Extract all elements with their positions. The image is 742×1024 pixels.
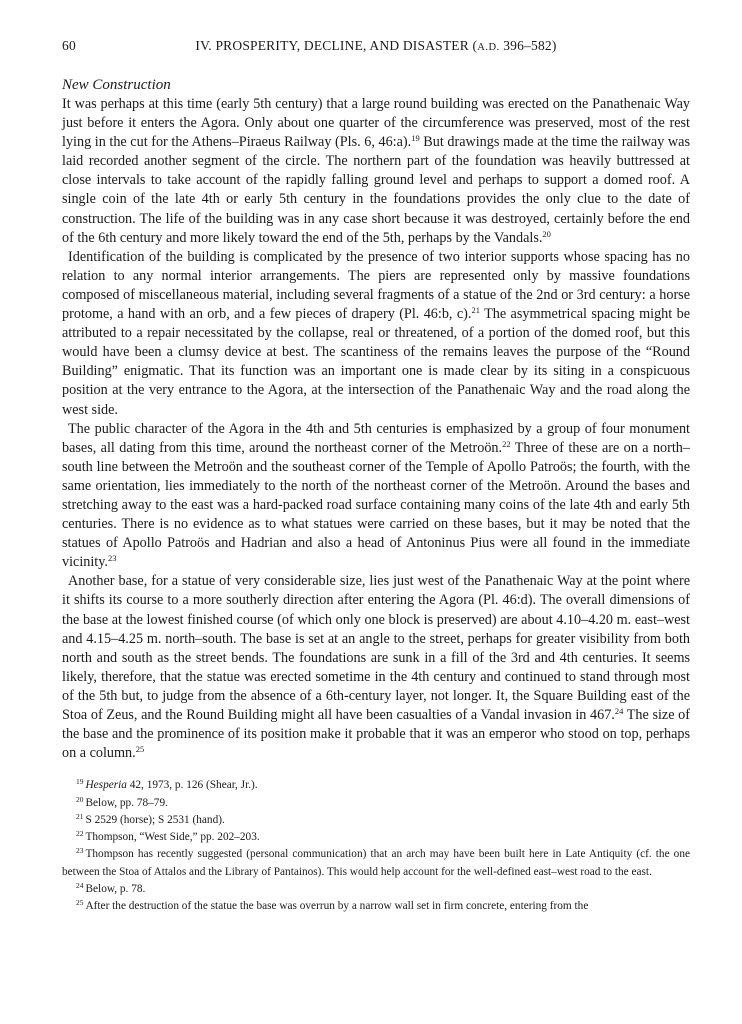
footnote-25: $^{25}$ After the destruction of the statue the base was overrun by a narrow wall set in firm concrete, entering from the: [76, 898, 589, 913]
footnote-ref[interactable]: 25: [135, 744, 145, 755]
running-header: [62, 38, 690, 58]
footnote-22: $^{22}$ Thompson, “West Side,” pp. 202–203.: [76, 829, 260, 844]
running-head-years: 396–582): [499, 38, 557, 53]
footnote-ref[interactable]: 22: [502, 438, 511, 449]
footnotes: [62, 777, 690, 915]
footnote-19: $^{19}$ Hesperia 42, 1973, p. 126 (Shear, Jr.).: [76, 777, 258, 792]
footnote-ref[interactable]: 20: [542, 228, 551, 239]
paragraph: Identification of the building is complicated by the presence of two interior supports whose spacing has no relation to any normal interior arrangements. The piers are represented only by massive foundations composed of miscellaneous material, including several fragments of a statue of the 2nd or 3rd century: a horse protome, a hand with an orb, and a few pieces of drapery (Pl. 46:b, c).$^{21}$ The asymmetrical spacing might be attributed to a repair necessitated by the collapse, real or threatened, of a portion of the domed roof, but this would have been a clumsy device at best. The scantiness of the remains leaves the purpose of the “Round Building” enigmatic. That its function was an important one is made clear by its siting in a conspicuous position at the very entrance to the Agora, at the intersection of the Panathenaic Way and the road along the west side.: [62, 248, 691, 418]
footnote-21: $^{21}$ S 2529 (horse); S 2531 (hand).: [76, 811, 225, 826]
running-head: [102, 38, 690, 54]
footnote-ref[interactable]: 24: [614, 706, 624, 716]
paragraph: It was perhaps at this time (early 5th century) that a large round building was erected on the Panathenaic Way just before it enters the Agora. Only about one quarter of the circumference was preserved, most of the rest lying in the cut for the Athens–Piraeus Railway (Pls. 6, 46:a).$^{19}$ But drawings made at the time the railway was laid recorded another segment of the circle. The northern part of the foundation was heavily buttressed at close intervals to take account of the rapidly falling ground level and perhaps to support a domed roof. A single coin of the late 4th or early 5th century in the foundations provides the only clue to the date of construction. The life of the building was in any case short because it was destroyed, certainly before the end of the 6th century and more likely toward the end of the 5th, perhaps by the Vandals.$^{20}$: [62, 96, 690, 246]
footnote-ref[interactable]: 21: [471, 305, 480, 316]
running-head-era: A.D.: [477, 42, 500, 53]
paragraph: The public character of the Agora in the 4th and 5th centuries is emphasized by a group of four monument bases, all dating from this time, around the northeast corner of the Metroön.$^{22}$ Three of these are on a north–south line between the Metroön and the southeast corner of the Temple of Apollo Patroös; the fourth, with the same orientation, lies immediately to the north of the northeast corner of the Metroön. Around the bases and stretching away to the east was a hard-packed road surface containing many coins of the late 4th and early 5th centuries. There is no evidence as to what statues were carried on these bases, but it may be noted that the statues of Apollo Patroös and Hadrian and also a head of Antoninus Pius were all found in the immediate vicinity.$^{23}$: [62, 420, 690, 571]
footnote-20: $^{20}$ Below, pp. 78–79.: [76, 794, 168, 809]
section-title: New Construction: [62, 77, 171, 93]
footnote-ref[interactable]: 23: [107, 553, 117, 564]
footnote-24: $^{24}$ Below, p. 78.: [76, 881, 146, 896]
paragraph: Another base, for a statue of very considerable size, lies just west of the Panathenaic Way at the point where it shifts its course to a more southerly direction after entering the Agora (Pl. 46:d). The overall dimensions of the base at the lowest finished course (of which only one block is preserved) are about 4.10–4.20 m. east–west and 4.15–4.25 m. north–south. The base is set at an angle to the street, perhaps for greater visibility from both north and south as the street bends. The foundations are sunk in a fill of the 3rd and 4th centuries. It seems likely, therefore, that the statue was erected sometime in the 4th century and continued to stand through most of the 5th but, to judge from the absence of a 6th-century layer, not longer. It, the Square Building east of the Stoa of Zeus, and the Round Building might all have been casualties of a Vandal invasion in 467.24 The size of the base and the prominence of its position make it probable that it was an emperor who stood on top, perhaps on a column.$^{25}$: [62, 573, 690, 762]
footnote-23: $^{23}$ Thompson has recently suggested (personal communication) that an arch may have been built here in Late Antiquity (cf. the one between the Stoa of Attalos and the Library of Pantainos). This would help account for the well-defined east–west road to the east.: [62, 846, 690, 878]
page-number: 60: [62, 38, 76, 53]
body-text: [62, 95, 690, 763]
running-head-main: IV. PROSPERITY, DECLINE, AND DISASTER (: [195, 38, 478, 53]
page: [62, 38, 690, 916]
footnote-ref[interactable]: 19: [411, 133, 420, 144]
